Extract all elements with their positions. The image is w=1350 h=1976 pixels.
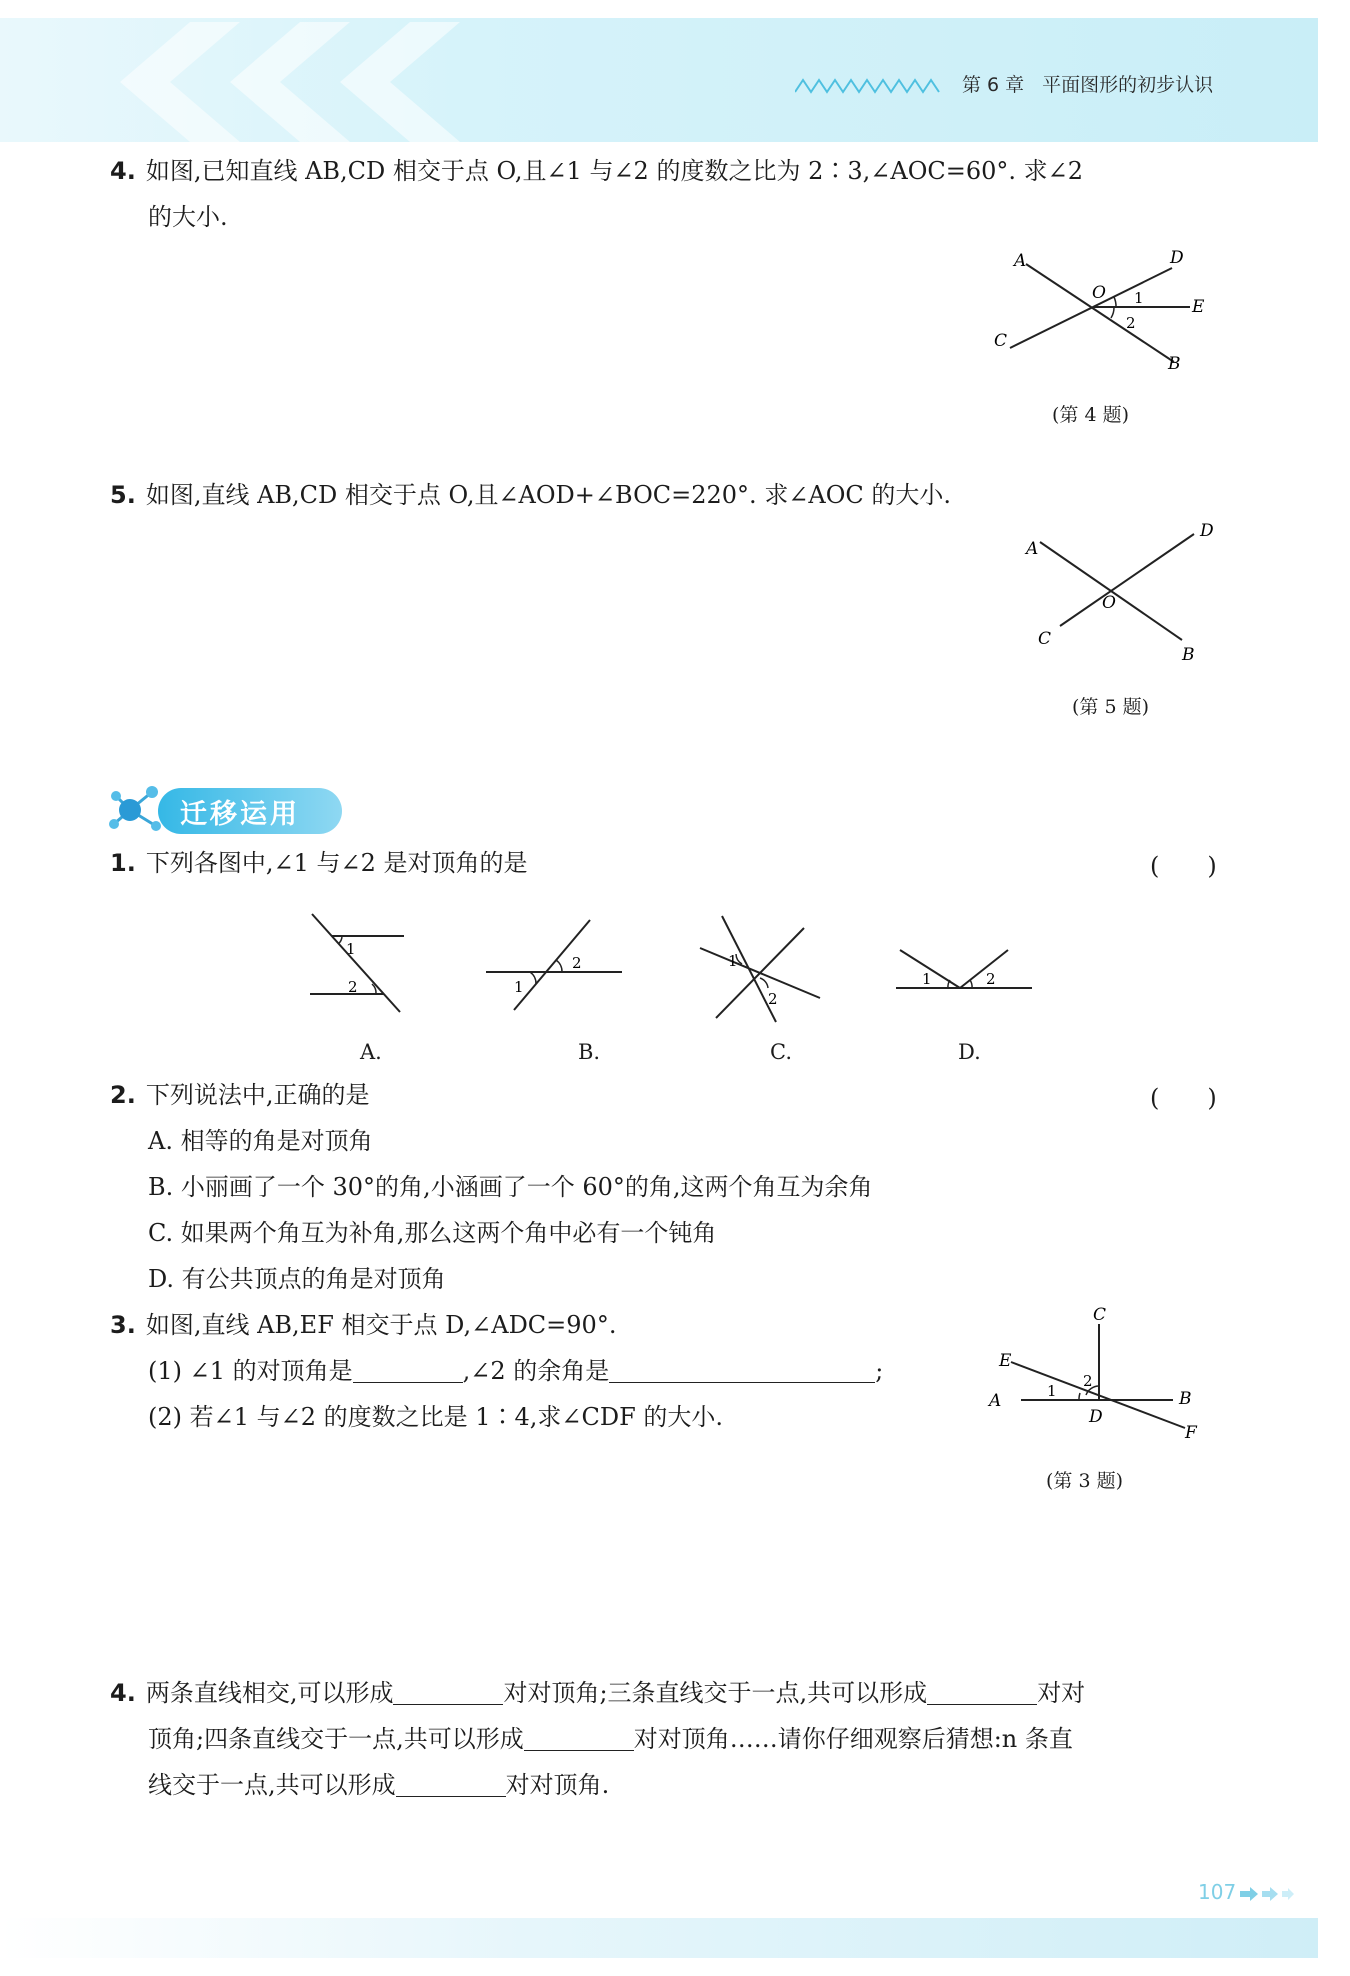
practice-4-blank-3[interactable] bbox=[524, 1724, 634, 1751]
question-4-line-1 bbox=[110, 154, 1083, 188]
footer-band bbox=[0, 1918, 1318, 1958]
practice-2-text: 下列说法中,正确的是 bbox=[145, 1081, 370, 1109]
practice-3-blank-2[interactable] bbox=[609, 1356, 875, 1383]
fig-a-angle-2: 2 bbox=[348, 978, 358, 996]
fig3-label-d: D bbox=[1089, 1407, 1103, 1427]
practice-3-sub1-part-a: (1) ∠1 的对顶角是 bbox=[148, 1357, 353, 1385]
header-chevron-decoration bbox=[110, 22, 530, 142]
fig5-label-o: O bbox=[1102, 593, 1116, 613]
fig5-label-a: A bbox=[1026, 539, 1039, 559]
practice-4-l1-b: 对对顶角;三条直线交于一点,共可以形成 bbox=[503, 1679, 928, 1707]
mountain-decoration-icon bbox=[795, 76, 945, 96]
fig4-angle-2: 2 bbox=[1126, 314, 1136, 332]
practice-3-sub-1 bbox=[148, 1354, 883, 1388]
figure-p3-caption: (第 3 题) bbox=[1046, 1470, 1123, 1492]
chapter-number: 第 6 章 bbox=[962, 74, 1025, 96]
practice-3-sub1-part-c: ; bbox=[875, 1357, 884, 1385]
practice-4-l1-a: 两条直线相交,可以形成 bbox=[145, 1679, 394, 1707]
practice-1-line bbox=[110, 846, 527, 880]
practice-3-blank-1[interactable] bbox=[353, 1356, 463, 1383]
practice-4-blank-2[interactable] bbox=[927, 1678, 1037, 1705]
fig3-label-f: F bbox=[1185, 1423, 1197, 1443]
fig4-angle-1: 1 bbox=[1134, 289, 1144, 307]
figure-option-d bbox=[896, 950, 1032, 988]
fig-b-angle-1: 1 bbox=[514, 978, 524, 996]
figure-p3 bbox=[985, 1304, 1215, 1444]
fig3-angle-2: 2 bbox=[1083, 1372, 1093, 1390]
question-4-text: 如图,已知直线 AB,CD 相交于点 O,且∠1 与∠2 的度数之比为 2∶3,∠AOC=60°. 求∠2 bbox=[145, 157, 1084, 185]
figure-q5 bbox=[1022, 520, 1242, 670]
chapter-heading bbox=[962, 70, 1213, 97]
practice-4-blank-4[interactable] bbox=[396, 1770, 506, 1797]
section-title: 迁移运用 bbox=[180, 799, 300, 830]
fig4-label-b: B bbox=[1168, 354, 1181, 374]
fig-b-angle-2: 2 bbox=[572, 954, 582, 972]
practice-1-answer-paren: ( ) bbox=[1150, 852, 1217, 880]
practice-3-line bbox=[110, 1308, 616, 1342]
practice-2-option-b: B. 小丽画了一个 30°的角,小涵画了一个 60°的角,这两个角互为余角 bbox=[148, 1173, 873, 1201]
practice-4-line-2 bbox=[148, 1722, 1073, 1756]
fig4-label-c: C bbox=[994, 331, 1008, 351]
question-4-number: 4. bbox=[110, 157, 136, 185]
figure-option-c-label: C. bbox=[770, 1040, 792, 1064]
figure-q5-caption: (第 5 题) bbox=[1072, 696, 1149, 718]
practice-4-l1-c: 对对 bbox=[1037, 1679, 1086, 1707]
fig-c-angle-1: 1 bbox=[728, 952, 738, 970]
fig4-label-a: A bbox=[1014, 251, 1027, 271]
practice-4-l2-b: 对对顶角……请你仔细观察后猜想:n 条直 bbox=[633, 1725, 1073, 1753]
fig3-label-c: C bbox=[1093, 1305, 1107, 1325]
practice-4-line-3 bbox=[148, 1768, 609, 1802]
fig5-label-b: B bbox=[1182, 645, 1195, 665]
figure-option-c bbox=[700, 916, 820, 1022]
fig-c-angle-2: 2 bbox=[768, 990, 778, 1008]
figure-option-d-label: D. bbox=[958, 1040, 981, 1064]
figure-option-a-label: A. bbox=[360, 1040, 382, 1064]
practice-2-option-a: A. 相等的角是对顶角 bbox=[148, 1127, 373, 1155]
practice-3-number: 3. bbox=[110, 1311, 136, 1339]
practice-1-text: 下列各图中,∠1 与∠2 是对顶角的是 bbox=[145, 849, 528, 877]
fig4-label-d: D bbox=[1170, 248, 1184, 268]
practice-3-text: 如图,直线 AB,EF 相交于点 D,∠ADC=90°. bbox=[145, 1311, 617, 1339]
fig5-label-c: C bbox=[1038, 629, 1052, 649]
figure-option-b bbox=[486, 920, 622, 1010]
question-5-line-1 bbox=[110, 478, 951, 512]
fig-d-angle-2: 2 bbox=[986, 970, 996, 988]
practice-4-line-1 bbox=[110, 1676, 1085, 1710]
fig3-label-e: E bbox=[999, 1351, 1012, 1371]
question-5-text: 如图,直线 AB,CD 相交于点 O,且∠AOD+∠BOC=220°. 求∠AOC 的大小. bbox=[145, 481, 952, 509]
practice-4-l3-b: 对对顶角. bbox=[505, 1771, 610, 1799]
practice-3-sub-2: (2) 若∠1 与∠2 的度数之比是 1∶4,求∠CDF 的大小. bbox=[148, 1403, 724, 1431]
fig4-label-e: E bbox=[1192, 297, 1205, 317]
fig-a-angle-1: 1 bbox=[346, 940, 356, 958]
fig3-label-a: A bbox=[989, 1391, 1002, 1411]
figure-q4-caption: (第 4 题) bbox=[1052, 404, 1129, 426]
figure-q4 bbox=[990, 248, 1220, 378]
fig-d-angle-1: 1 bbox=[922, 970, 932, 988]
figure-option-b-label: B. bbox=[578, 1040, 601, 1064]
practice-1-figures bbox=[280, 906, 1350, 1046]
question-5-number: 5. bbox=[110, 481, 136, 509]
practice-4-l2-a: 顶角;四条直线交于一点,共可以形成 bbox=[148, 1725, 524, 1753]
practice-2-number: 2. bbox=[110, 1081, 136, 1109]
fig3-label-b: B bbox=[1179, 1389, 1192, 1409]
arrow-right-icon bbox=[1240, 1886, 1300, 1902]
practice-2-line bbox=[110, 1078, 369, 1112]
page-number: 107 bbox=[1198, 1880, 1237, 1904]
practice-4-number: 4. bbox=[110, 1679, 136, 1707]
fig5-label-d: D bbox=[1200, 521, 1214, 541]
chapter-title: 平面图形的初步认识 bbox=[1042, 74, 1214, 96]
fig4-label-o: O bbox=[1092, 283, 1106, 303]
question-4-line-2: 的大小. bbox=[148, 203, 228, 231]
practice-2-option-d: D. 有公共顶点的角是对顶角 bbox=[148, 1265, 446, 1293]
practice-2-option-c: C. 如果两个角互为补角,那么这两个角中必有一个钝角 bbox=[148, 1219, 717, 1247]
practice-4-l3-a: 线交于一点,共可以形成 bbox=[148, 1771, 396, 1799]
practice-4-blank-1[interactable] bbox=[393, 1678, 503, 1705]
practice-2-answer-paren: ( ) bbox=[1150, 1084, 1217, 1112]
practice-1-number: 1. bbox=[110, 849, 136, 877]
fig3-angle-1: 1 bbox=[1047, 1382, 1057, 1400]
practice-3-sub1-part-b: ,∠2 的余角是 bbox=[462, 1357, 610, 1385]
figure-option-a bbox=[310, 914, 404, 1012]
